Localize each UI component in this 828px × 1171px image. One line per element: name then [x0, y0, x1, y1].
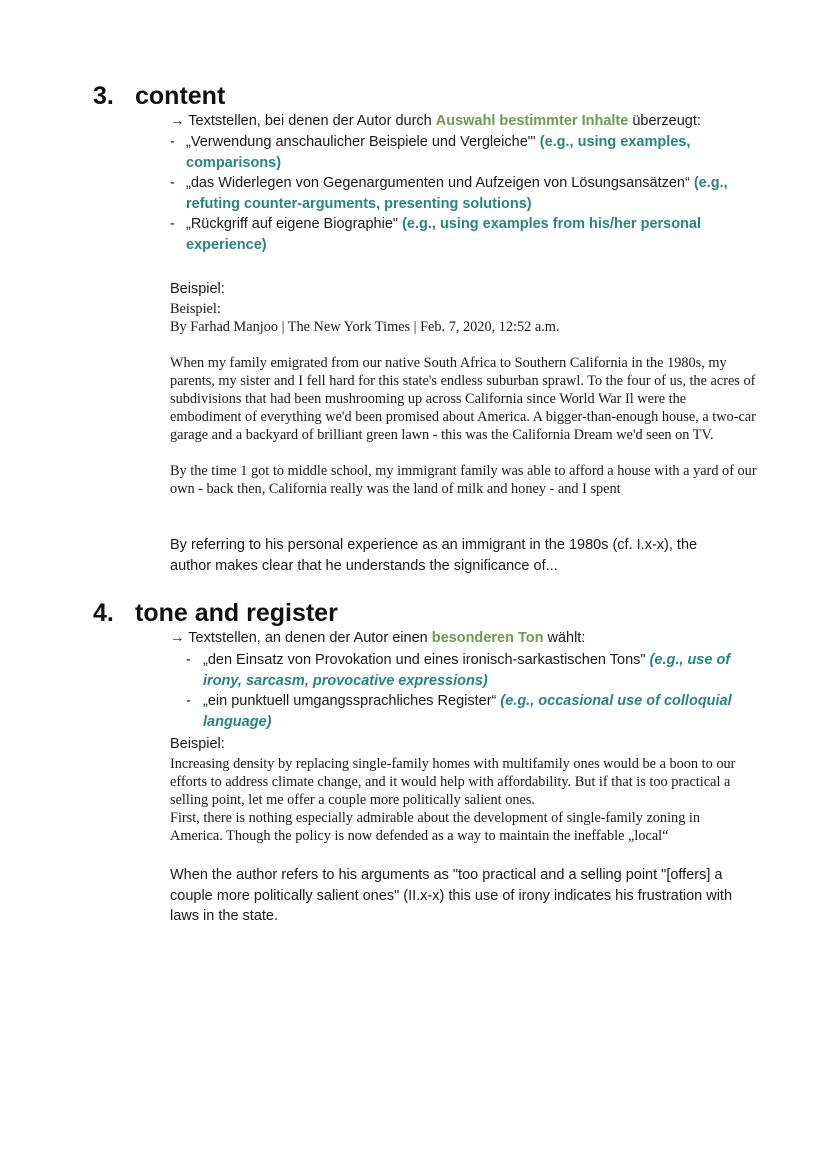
excerpt-paragraph: By the time 1 got to middle school, my immigrant family was able to afford a house with a yard of our own - back then, California really was the land of milk and honey - and I spent [170, 463, 757, 497]
list-item [170, 173, 731, 214]
excerpt-paragraph: First, there is nothing especially admirable about the development of single-family zoning in America. Though the policy is now defended as a way to maintain the ineffable „local“ [170, 810, 701, 844]
excerpt-paragraph: Increasing density by replacing single-family homes with multifamily ones would be a boon to our efforts to address climate change, and it would help with affordability. But if that is too practical a selling point, let me offer a couple more politically salient ones. [170, 756, 736, 808]
excerpt-block [170, 755, 755, 845]
list-dash: - [170, 175, 175, 191]
intro-text: Textstellen, an denen der Autor einen [188, 630, 432, 646]
section-3-bullet-list [170, 132, 750, 255]
list-dash: - [186, 693, 191, 709]
list-item-note: (e.g., using examples from his/her personal experience) [186, 216, 702, 253]
arrow-icon: → [170, 113, 185, 129]
example-label: Beispiel: [170, 736, 225, 752]
section-3-intro [170, 111, 770, 132]
example-label: Beispiel: [170, 281, 225, 297]
excerpt-label: Beispiel: [170, 301, 221, 317]
intro-text-end: wählt: [543, 630, 586, 646]
list-item-text: „Verwendung anschaulicher Beispiele und Vergleiche"' [186, 134, 536, 150]
list-item [170, 132, 750, 173]
section-4-bullet-list [186, 650, 766, 732]
list-item-note: (e.g., use of irony, sarcasm, provocative expressions) [203, 652, 731, 689]
section-3-title: content [135, 82, 226, 110]
list-dash: - [170, 134, 175, 150]
list-dash: - [170, 216, 175, 232]
excerpt-block [170, 300, 760, 498]
analysis-paragraph: When the author refers to his arguments as "too practical and a selling point "[offers] a couple more politically salient ones" (II.x-x) this use of irony indicates his frustration with laws in the state. [170, 867, 733, 924]
list-item [186, 650, 766, 691]
section-4-intro [170, 628, 770, 649]
list-item-note: (e.g., occasional use of colloquial language) [203, 693, 732, 730]
intro-highlight: besonderen Ton [431, 630, 544, 646]
list-item-text: „ein punktuell umgangssprachliches Register“ [203, 693, 497, 709]
arrow-icon: → [170, 630, 185, 646]
intro-highlight: Auswahl bestimmter Inhalte [435, 113, 629, 129]
byline: By Farhad Manjoo | The New York Times | Feb. 7, 2020, 12:52 a.m. [170, 319, 560, 335]
intro-text: Textstellen, bei denen der Autor durch [188, 113, 436, 129]
intro-text-end: überzeugt: [628, 113, 701, 129]
analysis-paragraph: By referring to his personal experience as an immigrant in the 1980s (cf. I.x-x), the author makes clear that he understands the significance of... [170, 537, 698, 574]
list-item-text: „das Widerlegen von Gegenargumenten und Aufzeigen von Lösungsansätzen“ [186, 175, 690, 191]
section-4-title: tone and register [135, 599, 338, 627]
excerpt-paragraph: When my family emigrated from our native South Africa to Southern California in the 1980s, my parents, my sister and I fell hard for this state's endless suburban sprawl. To the four of us, the acres of subdivisions that had been mushrooming up across California since World War Il were the embodiment of everything we'd been promised about America. A bigger-than-enough house, a two-car garage and a backyard of brilliant green lawn - this was the California Dream we'd seen on TV. [170, 355, 756, 443]
section-3-number: 3. [93, 82, 114, 110]
section-4-number: 4. [93, 599, 114, 627]
list-dash: - [186, 652, 191, 668]
list-item-text: „Rückgriff auf eigene Biographie" [186, 216, 399, 232]
list-item-note: (e.g., using examples, comparisons) [186, 134, 691, 171]
list-item [186, 691, 766, 732]
list-item [170, 214, 750, 255]
list-item-note: (e.g., refuting counter-arguments, presenting solutions) [186, 175, 728, 212]
list-item-text: „den Einsatz von Provokation und eines ironisch-sarkastischen Tons" [203, 652, 646, 668]
